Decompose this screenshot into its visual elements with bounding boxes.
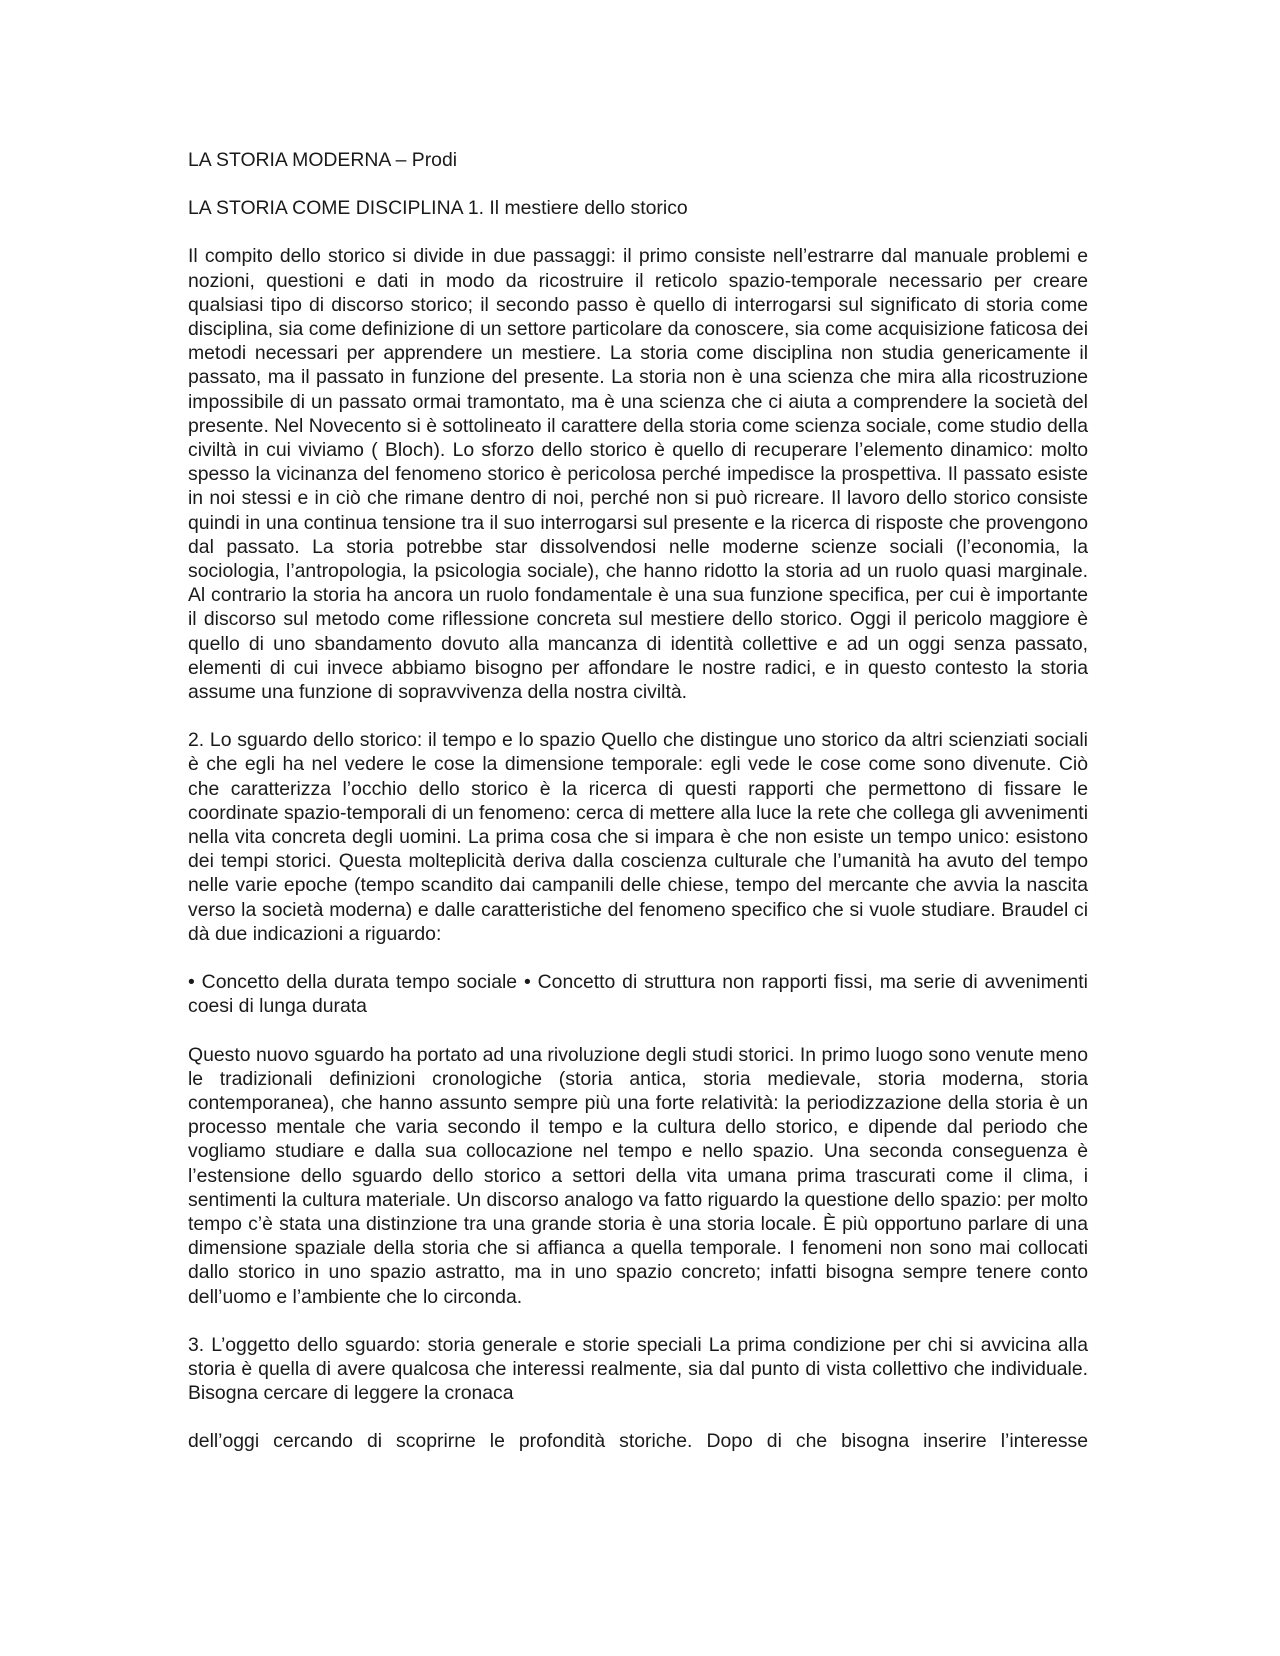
paragraph-mestiere: Il compito dello storico si divide in due passaggi: il primo consiste nell’estrarre dal manuale problemi e nozioni, questioni e dati in modo da ricostruire il reticolo spazio-temporale necessario per creare qualsiasi tipo di discorso storico; il secondo passo è quello di interrogarsi sul significato di storia come disciplina, sia come definizione di un settore particolare da conoscere, sia come acquisizione faticosa dei metodi necessari per apprendere un mestiere. La storia come disciplina non studia genericamente il passato, ma il passato in funzione del presente. La storia non è una scienza che mira alla ricostruzione impossibile di un passato ormai tramontato, ma è una scienza che ci aiuta a comprendere la società del presente. Nel Novecento si è sottolineato il carattere della storia come scienza sociale, come studio della civiltà in cui viviamo ( Bloch). Lo sforzo dello storico è quello di recuperare l’elemento dinamico: molto spesso la vicinanza del fenomeno storico è pericolosa perché impedisce la prospettiva. Il passato esiste in noi stessi e in ciò che rimane dentro di noi, perché non si può ricreare. Il lavoro dello storico consiste quindi in una continua tensione tra il suo interrogarsi sul presente e la ricerca di risposte che provengono dal passato. La storia potrebbe star dissolvendosi nelle moderne scienze sociali (l’economia, la sociologia, l’antropologia, la psicologia sociale), che hanno ridotto la storia ad un ruolo quasi marginale. Al contrario la storia ha ancora un ruolo fondamentale è una sua funzione specifica, per cui è importante il discorso sul metodo come riflessione concreta sul mestiere dello storico. Oggi il pericolo maggiore è quello di uno sbandamento dovuto alla mancanza di identità collettive e ad un oggi senza passato, elementi di cui invece abbiamo bisogno per affondare le nostre radici, e in questo contesto la storia assume una funzione di sopravvivenza della nostra civiltà. [188, 245, 1088, 704]
paragraph-continuation: dell’oggi cercando di scoprirne le profondità storiche. Dopo di che bisogna inserire l’interesse [188, 1430, 1088, 1453]
document-page [188, 148, 1088, 1454]
paragraph-oggetto: 3. L’oggetto dello sguardo: storia generale e storie speciali La prima condizione per chi si avvicina alla storia è quella di avere qualcosa che interessi realmente, sia dal punto di vista collettivo che individuale. Bisogna cercare di leggere la cronaca [188, 1333, 1088, 1405]
section-heading: LA STORIA COME DISCIPLINA 1. Il mestiere dello storico [188, 197, 688, 220]
document-title: LA STORIA MODERNA – Prodi [188, 149, 458, 171]
paragraph-rivoluzione: Questo nuovo sguardo ha portato ad una rivoluzione degli studi storici. In primo luogo sono venute meno le tradizionali definizioni cronologiche (storia antica, storia medievale, storia moderna, storia contemporanea), che hanno assunto sempre più una forte relatività: la periodizzazione della storia è un processo mentale che varia secondo il tempo e la cultura dello storico, e dipende dal periodo che vogliamo studiare e dalla sua collocazione nel tempo e nello spazio. Una seconda conseguenza è l’estensione dello sguardo dello storico a settori della vita umana prima trascurati come il clima, i sentimenti la cultura materiale. Un discorso analogo va fatto riguardo la questione dello spazio: per molto tempo c’è stata una distinzione tra una grande storia è una storia locale. È più opportuno parlare di una dimensione spaziale della storia che si affianca a quella temporale. I fenomeni non sono mai collocati dallo storico in uno spazio astratto, ma in uno spazio concreto; infatti bisogna sempre tenere conto dell’uomo e l’ambiente che lo circonda. [188, 1043, 1089, 1308]
paragraph-sguardo: 2. Lo sguardo dello storico: il tempo e lo spazio Quello che distingue uno storico da altri scienziati sociali è che egli ha nel vedere le cose la dimensione temporale: egli vede le cose come sono divenute. Ciò che caratterizza l’occhio dello storico è la ricerca di questi rapporti che permettono di fissare le coordinate spazio-temporali di un fenomeno: cerca di mettere alla luce la rete che collega gli avvenimenti nella vita concreta degli uomini. La prima cosa che si impara è che non esiste un tempo unico: esistono dei tempi storici. Questa molteplicità deriva dalla coscienza culturale che l’umanità ha avuto del tempo nelle varie epoche (tempo scandito dai campanili delle chiese, tempo del mercante che avvia la nascita verso la società moderna) e dalle caratteristiche del fenomeno specifico che si vuole studiare. Braudel ci dà due indicazioni a riguardo: [188, 729, 1088, 945]
paragraph-braudel-list: • Concetto della durata tempo sociale • Concetto di struttura non rapporti fissi, ma serie di avvenimenti coesi di lunga durata [188, 971, 1088, 1018]
